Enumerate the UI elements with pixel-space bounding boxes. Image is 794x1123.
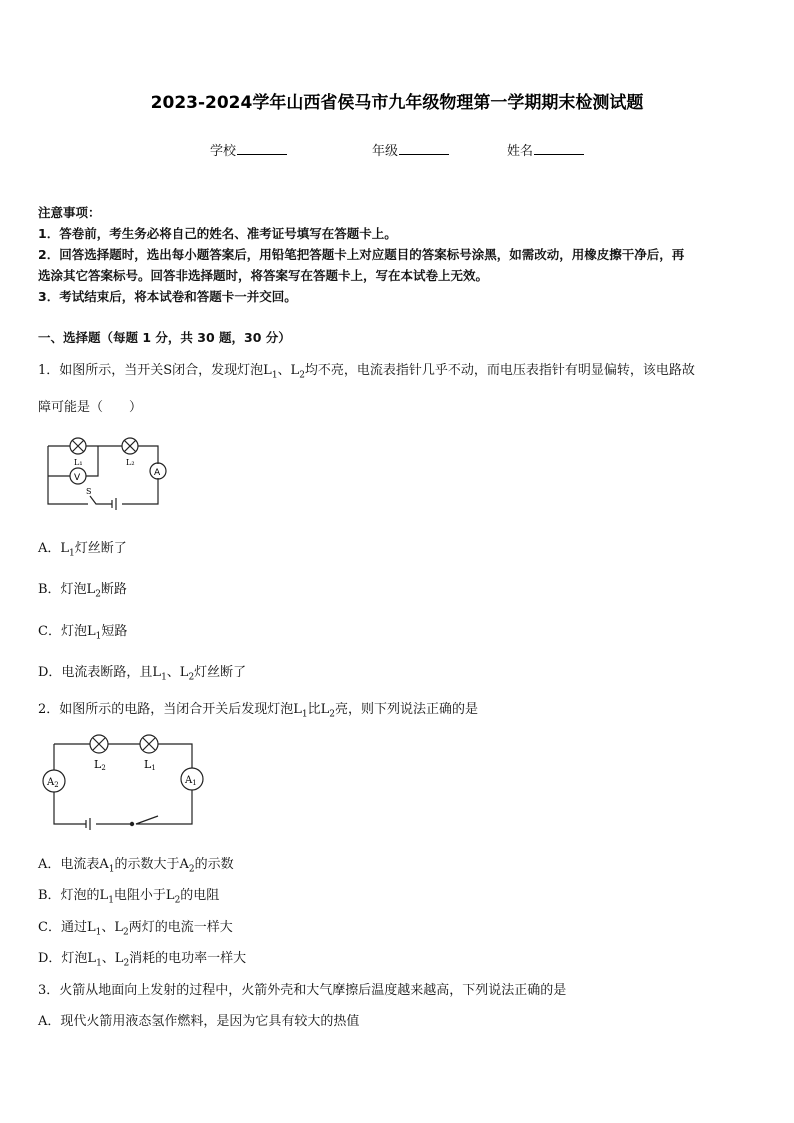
q2-label-l1: L1 <box>144 758 156 772</box>
q2-label-a2: $A_2$ <box>47 777 59 789</box>
q2-option-a[interactable]: A．电流表$A_1$的示数大于$A_2$的示数 <box>38 857 234 875</box>
info-name <box>507 140 584 159</box>
q1-label-l2: L₂ <box>126 458 135 467</box>
notice-heading: 注意事项： <box>38 205 101 220</box>
info-school <box>210 140 287 159</box>
school-label: 学校 <box>210 144 237 159</box>
notice-item-1: 1．答卷前，考生务必将自己的姓名、准考证号填写在答题卡上。 <box>38 226 397 241</box>
q1-label-l1: L₁ <box>74 458 83 467</box>
q1-label-v: V <box>74 473 81 483</box>
q2-label-a1: $A_1$ <box>185 775 197 787</box>
q2-option-b[interactable]: B．灯泡的$L_1$电阻小于$L_2$的电阻 <box>38 888 220 906</box>
grade-blank[interactable] <box>399 142 449 155</box>
q1-option-d[interactable]: D．电流表断路，且$L_1$、$L_2$灯丝断了 <box>38 665 247 683</box>
notice-item-2: 2．回答选择题时，选出每小题答案后，用铅笔把答题卡上对应题目的答案标号涂黑，如需改动，用橡皮擦干净后，再 <box>38 247 685 262</box>
q3-stem: 3．火箭从地面向上发射的过程中，火箭外壳和大气摩擦后温度越来越高，下列说法正确的是 <box>38 983 567 998</box>
name-label: 姓名 <box>507 144 534 159</box>
section-heading: 一、选择题（每题 1 分，共 30 题，30 分） <box>38 330 291 345</box>
q1-label-a: A <box>154 468 161 478</box>
q1-option-c[interactable]: C．灯泡$L_1$短路 <box>38 624 128 642</box>
q1-label-s: S <box>86 487 92 496</box>
q2-option-c[interactable]: C．通过$L_1$、$L_2$两灯的电流一样大 <box>38 920 233 938</box>
q3-option-a[interactable]: A．现代火箭用液态氢作燃料，是因为它具有较大的热值 <box>38 1014 360 1029</box>
name-blank[interactable] <box>534 142 584 155</box>
q1-stem-cont: 障可能是（ ） <box>38 400 143 415</box>
notice-item-2-cont: 选涂其它答案标号。回答非选择题时，将答案写在答题卡上，写在本试卷上无效。 <box>38 268 489 283</box>
q2-stem: 2．如图所示的电路，当闭合开关后发现灯泡$L_1$比$L_2$亮，则下列说法正确的是 <box>38 702 479 720</box>
q2-option-d[interactable]: D．灯泡$L_1$、$L_2$消耗的电功率一样大 <box>38 951 247 969</box>
q2-label-l2: L2 <box>94 758 106 772</box>
school-blank[interactable] <box>237 142 287 155</box>
q1-option-b[interactable]: B．灯泡$L_2$断路 <box>38 582 127 600</box>
grade-label: 年级 <box>372 144 399 159</box>
info-grade <box>372 140 449 159</box>
page-title: 2023-2024学年山西省侯马市九年级物理第一学期期末检测试题 <box>150 93 644 113</box>
q2-circuit-figure <box>36 728 211 838</box>
q1-option-a[interactable]: A．$L_1$灯丝断了 <box>38 541 127 559</box>
q1-circuit-figure <box>40 430 180 510</box>
notice-item-3: 3．考试结束后，将本试卷和答题卡一并交回。 <box>38 289 297 304</box>
q1-stem: 1．如图所示，当开关S闭合，发现灯泡$L_1$、$L_2$均不亮，电流表指针几乎不动，而电压表指针有明显偏转，该电路故 <box>38 363 695 381</box>
